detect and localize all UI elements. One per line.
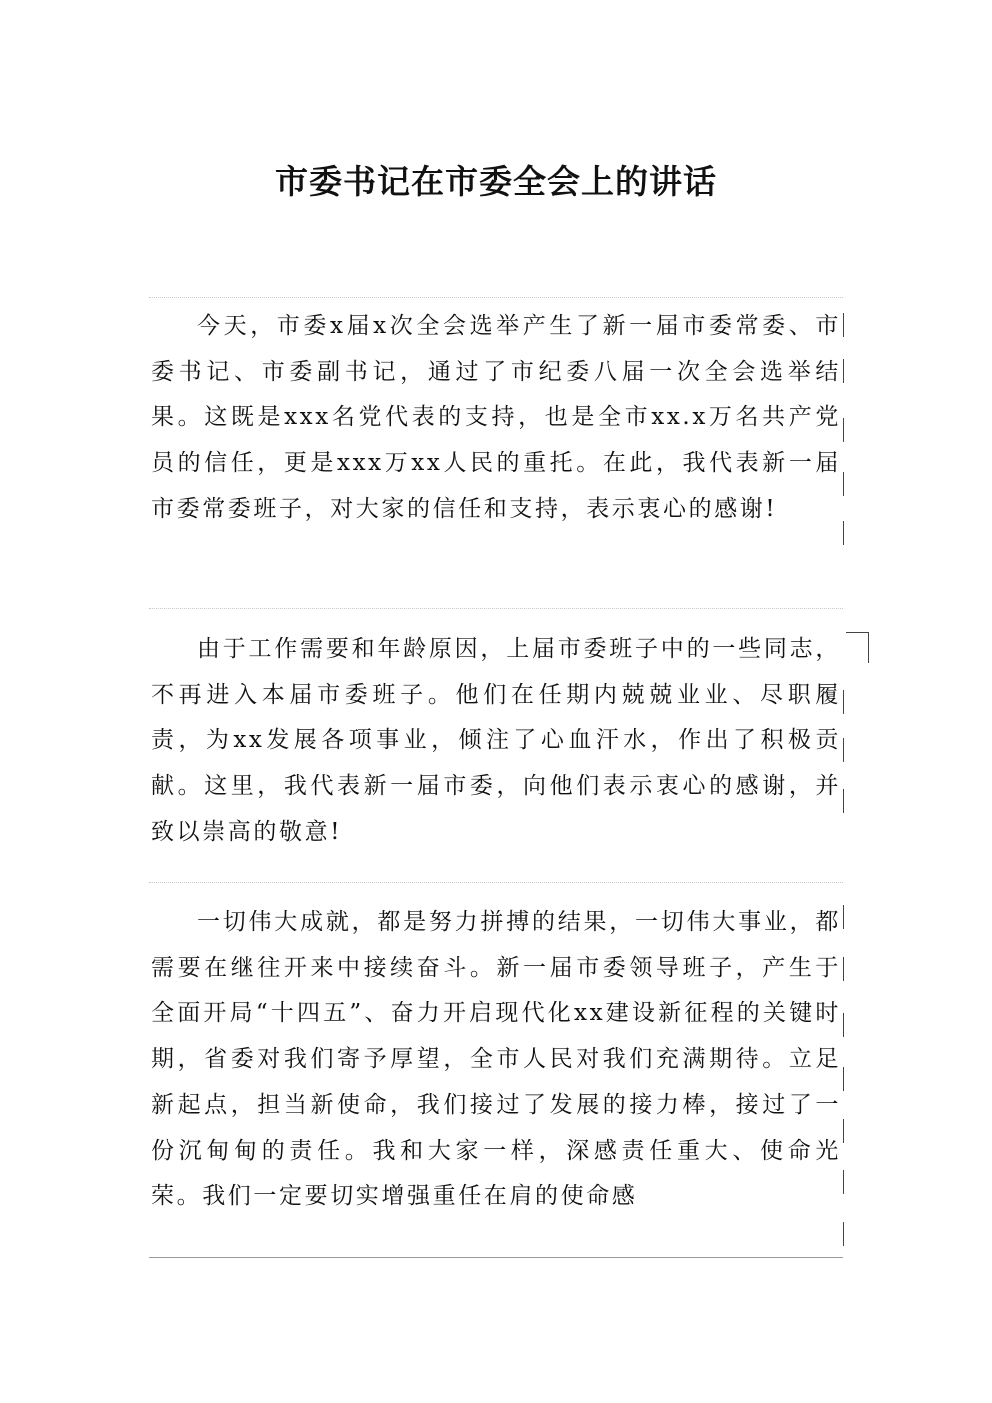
line-mark (843, 690, 844, 714)
line-mark (843, 1119, 844, 1143)
paragraph-1-bottom-border (149, 608, 843, 609)
paragraph-3: 一切伟大成就，都是努力拼搏的结果，一切伟大事业，都需要在继往开来中接续奋斗。新一届市委领导班子，产生于全面开局“十四五”、奋力开启现代化xx建设新征程的关键时期，省委对我们寄予厚望，全市人民对我们充满期待。立足新起点，担当新使命，我们接过了发展的接力棒，接过了一份沉甸甸的责任。我和大家一样，深感责任重大、使命光荣。我们一定要切实增强重任在肩的使命感 (151, 909, 841, 1210)
line-mark (843, 313, 844, 337)
line-mark (843, 1013, 844, 1037)
document-title: 市委书记在市委全会上的讲话 (275, 162, 717, 201)
paragraph-1-top-border (149, 297, 843, 298)
page-bottom-border (149, 1257, 843, 1258)
paragraph-1: 今天，市委x届x次全会选举产生了新一届市委常委、市委书记、市委副书记，通过了市纪委八届一次全会选举结果。这既是xxx名党代表的支持，也是全市xx.x万名共产党员的信任，更是xxx万xx人民的重托。在此，我代表新一届市委常委班子，对大家的信任和支持，表示衷心的感谢! (151, 313, 841, 522)
line-mark (843, 1222, 844, 1246)
line-mark (843, 789, 844, 813)
line-mark (843, 418, 844, 442)
line-mark (843, 359, 844, 383)
line-mark (843, 1067, 844, 1091)
corner-crop-mark (846, 632, 869, 663)
paragraph-2: 由于工作需要和年龄原因，上届市委班子中的一些同志，不再进入本届市委班子。他们在任期内兢兢业业、尽职履责，为xx发展各项事业，倾注了心血汗水，作出了积极贡献。这里，我代表新一届市委，向他们表示衷心的感谢，并致以崇高的敬意! (151, 636, 841, 845)
line-mark (843, 472, 844, 496)
line-mark (843, 905, 844, 929)
line-mark (843, 957, 844, 981)
line-mark (843, 738, 844, 762)
line-mark (843, 521, 844, 545)
paragraph-2-bottom-border (149, 882, 843, 883)
line-mark (843, 1170, 844, 1194)
